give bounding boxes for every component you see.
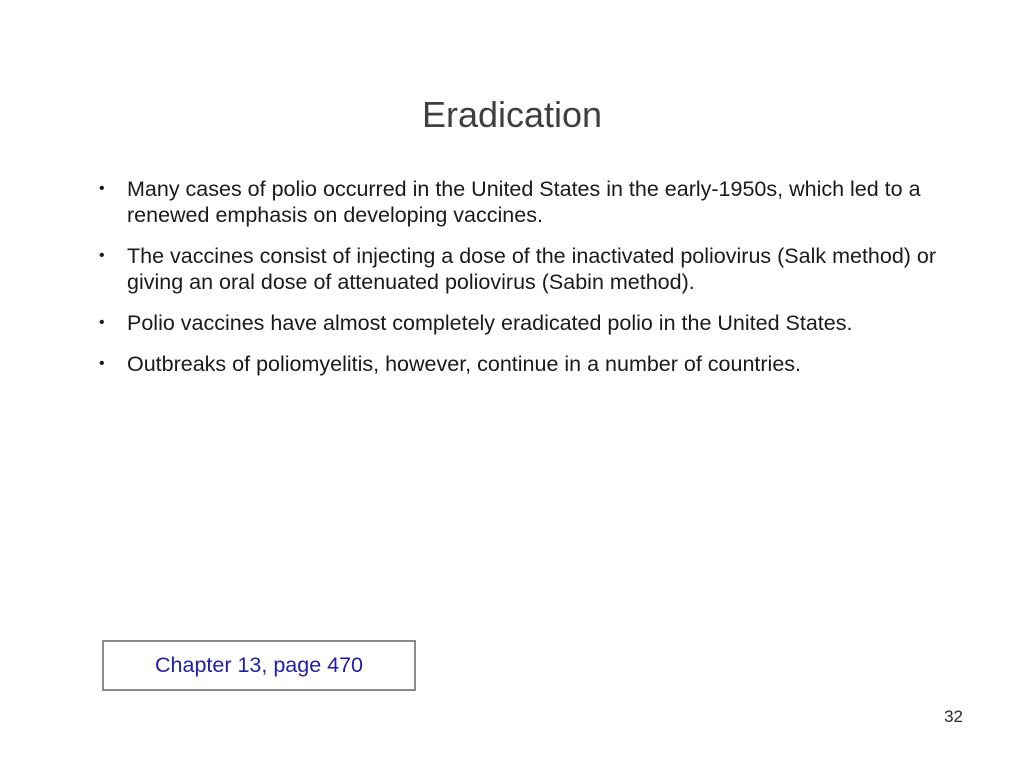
bullet-text: The vaccines consist of injecting a dose of the inactivated poliovirus (Salk method) or giving an oral dose of attenuated poliovirus (Sabin method). <box>127 244 937 294</box>
bullet-text: Many cases of polio occurred in the United States in the early-1950s, which led to a renewed emphasis on developing vaccines. <box>127 177 921 227</box>
reference-text: Chapter 13, page 470 <box>155 653 363 677</box>
bullet-item <box>98 176 948 228</box>
bullet-list <box>98 176 948 392</box>
bullet-item <box>98 310 948 336</box>
reference-box <box>102 640 416 691</box>
slide-title: Eradication <box>421 94 603 135</box>
bullet-marker: • <box>99 247 105 264</box>
bullet-text: Outbreaks of poliomyelitis, however, continue in a number of countries. <box>127 352 802 376</box>
bullet-item <box>98 351 948 377</box>
bullet-item <box>98 243 948 295</box>
bullet-text: Polio vaccines have almost completely eradicated polio in the United States. <box>127 311 853 335</box>
page-number: 32 <box>944 707 963 726</box>
bullet-marker: • <box>99 314 105 331</box>
bullet-marker: • <box>99 180 105 197</box>
bullet-marker: • <box>99 355 105 372</box>
